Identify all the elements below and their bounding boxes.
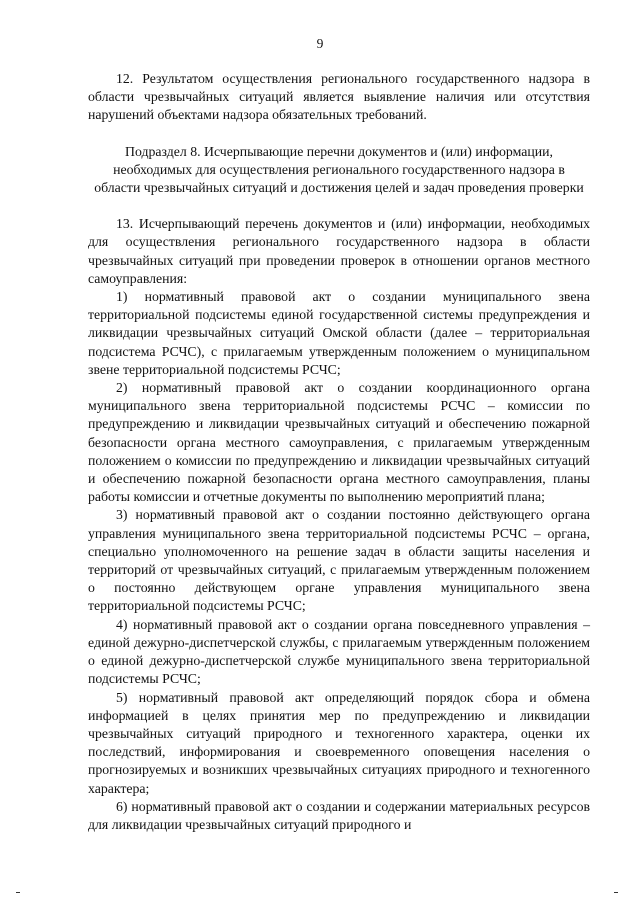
scan-mark-right bbox=[614, 892, 618, 893]
paragraph-13: 13. Исчерпывающий перечень документов и (или) информации, необходимых для осуществления регионального государственного надзора в области чрезвычайных ситуаций при проведении проверок в отношении органов местного самоуправления: bbox=[88, 216, 590, 286]
page-number: 9 bbox=[316, 36, 324, 51]
list-item-2: 2) нормативный правовой акт о создании координационного органа муниципального звена территориальной подсистемы РСЧС – комиссии по предупреждению и ликвидации чрезвычайных ситуаций и обеспечению пожарной безопасности органа местного самоуправления, с прилагаемым утвержденным положением о комиссии по предупреждению и ликвидации чрезвычайных ситуаций и обеспечению пожарной безопасности органа местного самоуправления, планы работы комиссии и отчетные документы по выполнению мероприятий плана; bbox=[88, 380, 590, 505]
list-item-3: 3) нормативный правовой акт о создании постоянно действующего органа управления муниципального звена территориальной подсистемы РСЧС – органа, специально уполномоченного на решение задач в области защиты населения и территорий от чрезвычайных ситуаций, с прилагаемым утвержденным положением о постоянно действующем органе управления муниципального звена территориальной подсистемы РСЧС; bbox=[88, 507, 590, 614]
subsection-heading: Подраздел 8. Исчерпывающие перечни документов и (или) информации, необходимых для осуществления регионального государственного надзора в области чрезвычайных ситуаций и достижения целей и задач проведения проверки bbox=[94, 143, 584, 196]
page-body bbox=[88, 70, 590, 834]
paragraph-12: 12. Результатом осуществления регионального государственного надзора в области чрезвычайных ситуаций является выявление наличия или отсутствия нарушений объектами надзора обязательных требований. bbox=[88, 71, 590, 123]
list-item-6: 6) нормативный правовой акт о создании и содержании материальных ресурсов для ликвидации чрезвычайных ситуаций природного и bbox=[88, 798, 590, 832]
list-item-4: 4) нормативный правовой акт о создании органа повседневного управления – единой дежурно-диспетчерской службы, с прилагаемым утвержденным положением о единой дежурно-диспетчерской службе муниципального звена территориальной подсистемы РСЧС; bbox=[88, 616, 590, 687]
list-item-5: 5) нормативный правовой акт определяющий порядок сбора и обмена информацией в целях принятия мер по предупреждению и ликвидации чрезвычайных ситуаций природного и техногенного характера, оценки их последствий, информирования и своевременного оповещения населения о прогнозируемых и возникших чрезвычайных ситуациях природного и техногенного характера; bbox=[88, 689, 590, 796]
list-item-1: 1) нормативный правовой акт о создании муниципального звена территориальной подсистемы единой государственной системы предупреждения и ликвидации чрезвычайных ситуаций Омской области (далее – территориальная подсистема РСЧС), с прилагаемым утвержденным положением о муниципальном звене территориальной подсистемы РСЧС; bbox=[88, 289, 590, 377]
scan-mark-left bbox=[16, 892, 20, 893]
